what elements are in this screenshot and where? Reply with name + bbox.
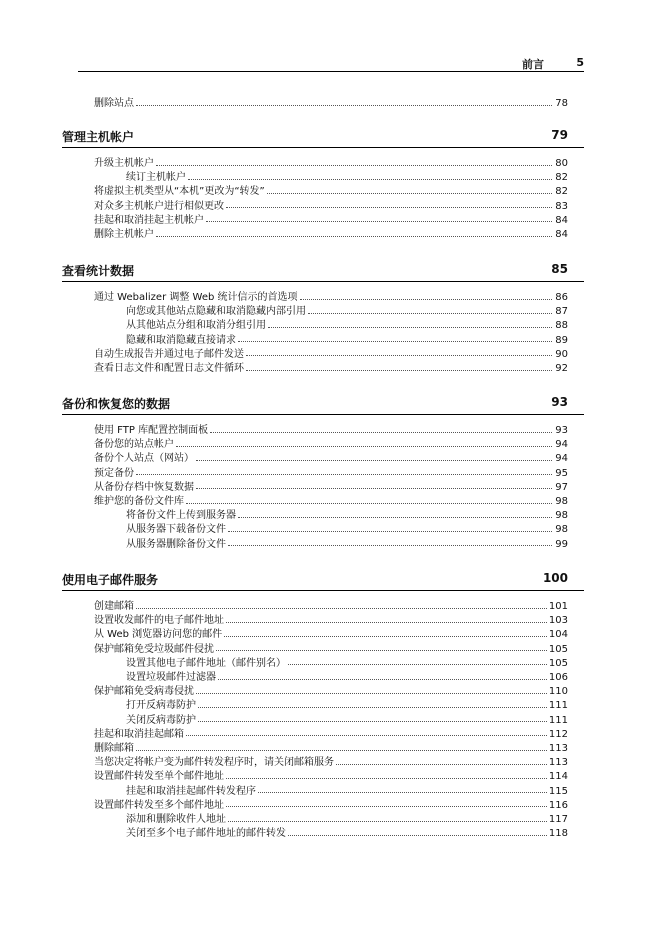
toc-entry-title: 添加和删除收件人地址 (126, 814, 226, 825)
toc-entry-page: 78 (555, 98, 568, 109)
toc-entry[interactable] (94, 345, 568, 359)
dot-leader (228, 820, 547, 822)
toc-entry[interactable] (94, 478, 568, 492)
toc-entry[interactable] (94, 682, 568, 696)
toc-entry-page: 111 (548, 700, 568, 712)
toc-entry-title: 设置邮件转发至多个邮件地址 (94, 799, 224, 811)
section-page: 100 (542, 571, 568, 585)
toc-entry-page: 98 (555, 496, 568, 507)
section-title: 查看统计数据 (62, 264, 135, 278)
toc-entry-title: 挂起和取消挂起邮箱 (94, 728, 184, 740)
toc-entry[interactable] (126, 654, 568, 668)
toc-entry-title: 设置其他电子邮件地址（邮件别名） (126, 657, 286, 669)
toc-entry-page: 99 (555, 538, 568, 550)
dot-leader (228, 544, 552, 546)
toc-entry[interactable] (94, 739, 568, 753)
toc-entry-page: 95 (555, 467, 568, 479)
dot-leader (196, 487, 552, 489)
toc-entry-title: 从服务器下载备份文件 (126, 524, 226, 536)
section-page: 93 (551, 395, 568, 409)
dot-leader (156, 164, 552, 166)
toc-entry[interactable] (126, 535, 568, 549)
dot-leader (196, 459, 552, 461)
section-page: 85 (551, 262, 568, 276)
toc-entry-title: 向您或其他站点隐藏和取消隐藏内部引用 (126, 306, 306, 318)
dot-leader (238, 516, 552, 518)
toc-entry[interactable] (126, 668, 568, 682)
toc-entry-page: 98 (555, 524, 568, 536)
toc-entry[interactable] (94, 625, 568, 639)
dot-leader (226, 805, 547, 807)
toc-entry-page: 90 (555, 348, 568, 360)
toc-entry-title: 查看日志文件和配置日志文件循环 (94, 363, 244, 374)
dot-leader (216, 649, 547, 651)
toc-entry-page: 113 (548, 757, 568, 769)
dot-leader (288, 834, 547, 836)
toc-entry-page: 118 (548, 828, 568, 840)
section-heading[interactable] (62, 128, 568, 146)
toc-entry-page: 113 (548, 743, 568, 754)
toc-entry-page: 80 (555, 158, 568, 169)
toc-entry-title: 预定备份 (94, 467, 134, 479)
dot-leader (186, 502, 552, 504)
toc-entry-title: 设置邮件转发至单个邮件地址 (94, 771, 224, 783)
toc-entry-page: 86 (555, 292, 568, 303)
toc-entry-title: 创建邮箱 (94, 601, 134, 612)
toc-entry[interactable] (126, 168, 568, 182)
dot-leader (188, 178, 552, 180)
toc-entry-title: 将虚拟主机类型从“本机”更改为“转发” (94, 186, 265, 198)
toc-entry-page: 94 (555, 439, 568, 451)
toc-entry-title: 挂起和取消挂起邮件转发程序 (126, 785, 256, 797)
toc-entry-page: 103 (548, 615, 568, 627)
running-header-page-number: 5 (576, 56, 584, 69)
toc-entry-title: 自动生成报告并通过电子邮件发送 (94, 348, 244, 360)
dot-leader (246, 354, 552, 356)
toc-entry[interactable] (94, 197, 568, 211)
toc-entry-title: 维护您的备份文件库 (94, 496, 184, 507)
toc-entry[interactable] (94, 421, 568, 435)
section-rule (62, 414, 584, 415)
dot-leader (136, 607, 547, 609)
header-rule (78, 71, 584, 72)
toc-entry-title: 从 Web 浏览器访问您的邮件 (94, 629, 223, 641)
toc-entry-page: 93 (555, 425, 568, 436)
dot-leader (176, 445, 552, 447)
toc-entry[interactable] (94, 464, 568, 478)
toc-entry-title: 使用 FTP 库配置控制面板 (94, 425, 209, 436)
toc-entry-page: 82 (555, 172, 568, 184)
dot-leader (136, 749, 547, 751)
toc-entry-title: 对众多主机帐户进行相似更改 (94, 200, 224, 212)
toc-entry[interactable] (126, 506, 568, 520)
toc-entry-title: 备份个人站点（网站） (94, 453, 194, 465)
toc-entry[interactable] (94, 288, 568, 302)
dot-leader (186, 734, 547, 736)
toc-entry-page: 104 (548, 629, 568, 641)
toc-entry-title: 保护邮箱免受病毒侵扰 (94, 686, 194, 698)
toc-entry-page: 117 (548, 814, 568, 825)
dot-leader (198, 720, 547, 722)
toc-entry[interactable] (126, 824, 568, 838)
section-rule (62, 281, 584, 282)
toc-entry-title: 备份您的站点帐户 (94, 439, 174, 451)
dot-leader (198, 706, 547, 708)
dot-leader (218, 678, 547, 680)
dot-leader (196, 692, 547, 694)
toc-entry-title: 通过 Webalizer 调整 Web 统计信示的首选项 (94, 292, 298, 303)
toc-entry-title: 打开反病毒防护 (126, 700, 196, 712)
toc-entry-page: 88 (555, 320, 568, 332)
dot-leader (246, 369, 552, 371)
dot-leader (228, 530, 552, 532)
section-rule (62, 590, 584, 591)
dot-leader (210, 431, 552, 433)
toc-entry-title: 挂起和取消挂起主机帐户 (94, 214, 204, 226)
toc-entry[interactable] (94, 753, 568, 767)
toc-entry-title: 设置垃圾邮件过滤器 (126, 672, 216, 683)
toc-entry-page: 83 (555, 200, 568, 212)
toc-entry-title: 从服务器删除备份文件 (126, 538, 226, 550)
dot-leader (226, 621, 547, 623)
section-heading[interactable] (62, 262, 568, 280)
toc-entry-page: 111 (548, 714, 568, 726)
running-header-title: 前言 (522, 58, 544, 71)
toc-entry[interactable] (94, 640, 568, 654)
toc-entry-title: 从备份存档中恢复数据 (94, 481, 194, 493)
dot-leader (224, 635, 547, 637)
section-title: 备份和恢复您的数据 (62, 397, 171, 411)
toc-entry-page: 112 (548, 728, 568, 740)
toc-entry[interactable] (94, 597, 568, 611)
section-title: 管理主机帐户 (62, 130, 135, 144)
toc-entry-title: 当您决定将帐户变为邮件转发程序时，请关闭邮箱服务 (94, 757, 334, 769)
toc-entry-title: 升级主机帐户 (94, 158, 154, 169)
toc-entry-title: 将备份文件上传到服务器 (126, 510, 236, 522)
dot-leader (156, 235, 552, 237)
section-rule (62, 147, 584, 148)
dot-leader (136, 104, 552, 106)
toc-entry[interactable] (94, 767, 568, 781)
toc-entry[interactable] (94, 225, 568, 239)
toc-entry[interactable] (126, 711, 568, 725)
dot-leader (308, 312, 552, 314)
section-heading[interactable] (62, 571, 568, 589)
toc-entry-page: 101 (548, 601, 568, 612)
section-title: 使用电子邮件服务 (62, 573, 159, 587)
toc-entry[interactable] (126, 810, 568, 824)
toc-entry[interactable] (94, 154, 568, 168)
toc-entry-page: 92 (555, 363, 568, 374)
toc-entry[interactable] (94, 182, 568, 196)
toc-entry[interactable] (126, 331, 568, 345)
toc-entry-page: 87 (555, 306, 568, 318)
toc-entry-title: 删除主机帐户 (94, 229, 154, 240)
toc-entry-page: 89 (555, 334, 568, 346)
toc-entry-page: 98 (555, 510, 568, 522)
toc-entry[interactable] (94, 449, 568, 463)
toc-entry-title: 删除邮箱 (94, 743, 134, 754)
toc-entry[interactable] (94, 211, 568, 225)
toc-entry-title: 关闭至多个电子邮件地址的邮件转发 (126, 828, 286, 840)
toc-entry-title: 设置收发邮件的电子邮件地址 (94, 615, 224, 627)
toc-entry-page: 94 (555, 453, 568, 465)
dot-leader (300, 298, 552, 300)
toc-entry-page: 82 (555, 186, 568, 198)
dot-leader (267, 192, 552, 194)
toc-entry[interactable] (126, 316, 568, 330)
toc-entry-page: 116 (548, 799, 568, 811)
toc-entry[interactable] (126, 782, 568, 796)
dot-leader (226, 777, 547, 779)
toc-entry[interactable] (94, 611, 568, 625)
toc-entry-page: 106 (548, 672, 568, 683)
toc-entry-page: 84 (555, 214, 568, 226)
toc-entry-title: 从其他站点分组和取消分组引用 (126, 320, 266, 332)
toc-entry[interactable] (126, 520, 568, 534)
dot-leader (268, 326, 552, 328)
dot-leader (226, 206, 552, 208)
toc-entry-page: 115 (548, 785, 568, 797)
dot-leader (336, 763, 547, 765)
toc-entry[interactable] (126, 302, 568, 316)
toc-entry-page: 110 (548, 686, 568, 698)
toc-entry[interactable] (94, 94, 568, 108)
dot-leader (238, 340, 552, 342)
toc-entry-page: 105 (548, 657, 568, 669)
toc-entry[interactable] (94, 796, 568, 810)
toc-entry-page: 114 (548, 771, 568, 783)
toc-entry-page: 97 (555, 481, 568, 493)
toc-entry-title: 续订主机帐户 (126, 172, 186, 184)
toc-entry[interactable] (94, 725, 568, 739)
toc-entry-title: 保护邮箱免受垃圾邮件侵扰 (94, 643, 214, 655)
toc-entry-title: 删除站点 (94, 98, 134, 109)
toc-entry[interactable] (94, 492, 568, 506)
section-heading[interactable] (62, 395, 568, 413)
dot-leader (206, 220, 552, 222)
toc-entry-title: 关闭反病毒防护 (126, 714, 196, 726)
toc-entry-title: 隐藏和取消隐藏直接请求 (126, 334, 236, 346)
toc-entry-page: 105 (548, 643, 568, 655)
toc-entry-page: 84 (555, 229, 568, 240)
section-page: 79 (551, 128, 568, 142)
dot-leader (288, 663, 547, 665)
toc-entry[interactable] (94, 359, 568, 373)
dot-leader (258, 791, 547, 793)
toc-entry[interactable] (94, 435, 568, 449)
dot-leader (136, 473, 552, 475)
toc-entry[interactable] (126, 696, 568, 710)
